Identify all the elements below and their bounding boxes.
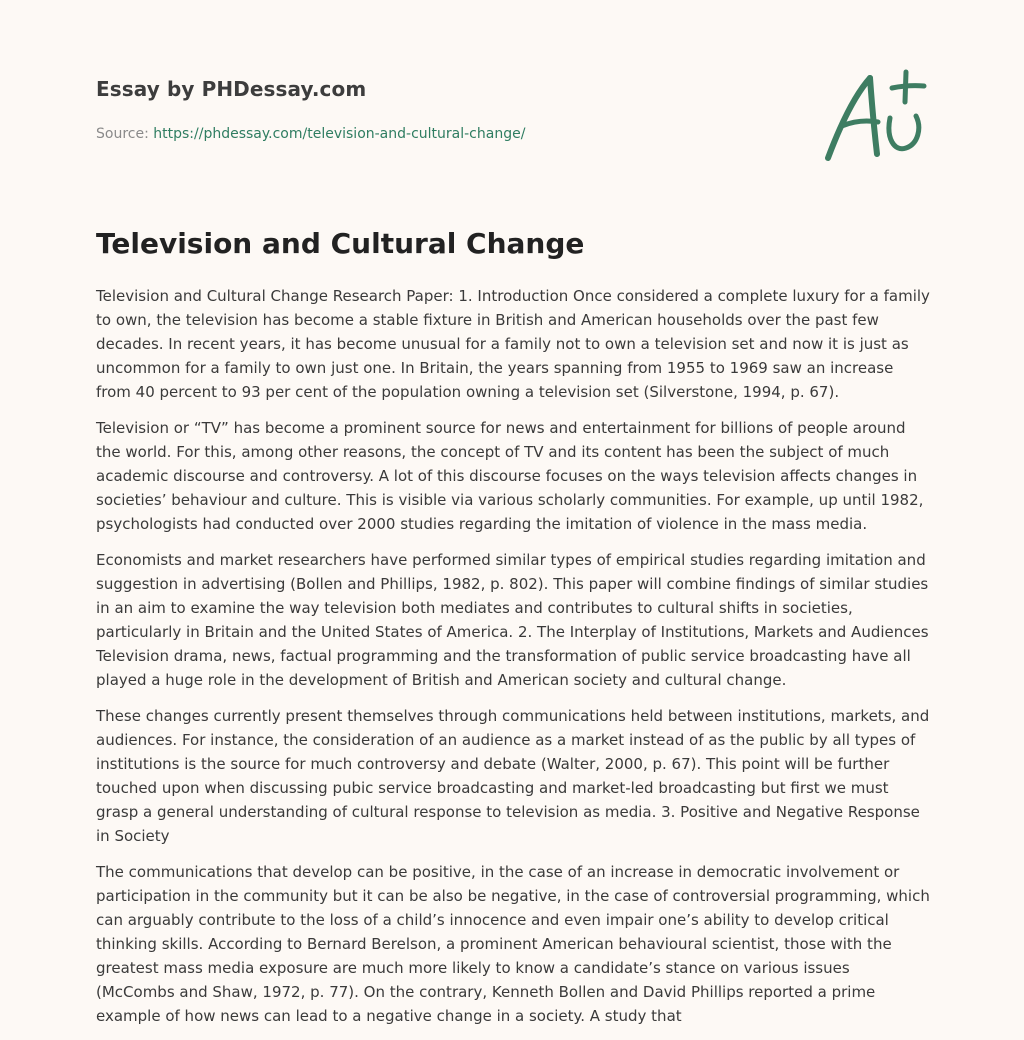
- paragraph: The communications that develop can be positive, in the case of an increase in democratic involvement or participation in the community but it can be also be negative, in the case of controversial programming, which can arguably contribute to the loss of a child’s innocence and even impair one’s ability to develop critical thinking skills. According to Bernard Berelson, a prominent American behavioural scientist, those with the greatest mass media exposure are much more likely to know a candidate’s stance on various issues (McCombs and Shaw, 1972, p. 77). On the contrary, Kenneth Bollen and David Phillips reported a prime example of how news can lead to a negative change in a society. A study that: [96, 863, 930, 1025]
- site-brand: Essay by PHDessay.com: [96, 77, 367, 101]
- a-plus-logo-icon: [820, 66, 930, 166]
- paragraph: Television or “TV” has become a prominent source for news and entertainment for billions of people around the world. For this, among other reasons, the concept of TV and its content has been the subject of much academic discourse and controversy. A lot of this discourse focuses on the ways television affects changes in societies’ behaviour and culture. This is visible via various scholarly communities. For example, up until 1982, psychologists had conducted over 2000 studies regarding the imitation of violence in the mass media.: [96, 419, 924, 533]
- source-link[interactable]: https://phdessay.com/television-and-cultural-change/: [153, 126, 526, 142]
- paragraph: These changes currently present themselves through communications held between institutions, markets, and audiences. For instance, the consideration of an audience as a market instead of as the public by all types of institutions is the source for much controversy and debate (Walter, 2000, p. 67). This point will be further touched upon when discussing pubic service broadcasting and market-led broadcasting but first we must grasp a general understanding of cultural response to television as media. 3. Positive and Negative Response in Society: [96, 707, 930, 845]
- page-title: Television and Cultural Change: [96, 227, 585, 260]
- paragraph: Economists and market researchers have performed similar types of empirical studies regarding imitation and suggestion in advertising (Bollen and Phillips, 1982, p. 802). This paper will combine findings of similar studies in an aim to examine the way television both mediates and contributes to cultural shifts in societies, particularly in Britain and the United States of America. 2. The Interplay of Institutions, Markets and Audiences Television drama, news, factual programming and the transformation of public service broadcasting have all played a huge role in the development of British and American society and cultural change.: [96, 551, 929, 689]
- article-body: [96, 284, 932, 1040]
- essay-header: [96, 74, 796, 144]
- paragraph: Television and Cultural Change Research Paper: 1. Introduction Once considered a complete luxury for a family to own, the television has become a stable fixture in British and American households over the past few decades. In recent years, it has become unusual for a family not to own a television set and now it is just as uncommon for a family to own just one. In Britain, the years spanning from 1955 to 1969 saw an increase from 40 percent to 93 per cent of the population owning a television set (Silverstone, 1994, p. 67).: [96, 287, 930, 401]
- source-line: [96, 124, 796, 144]
- source-label: Source:: [96, 126, 149, 142]
